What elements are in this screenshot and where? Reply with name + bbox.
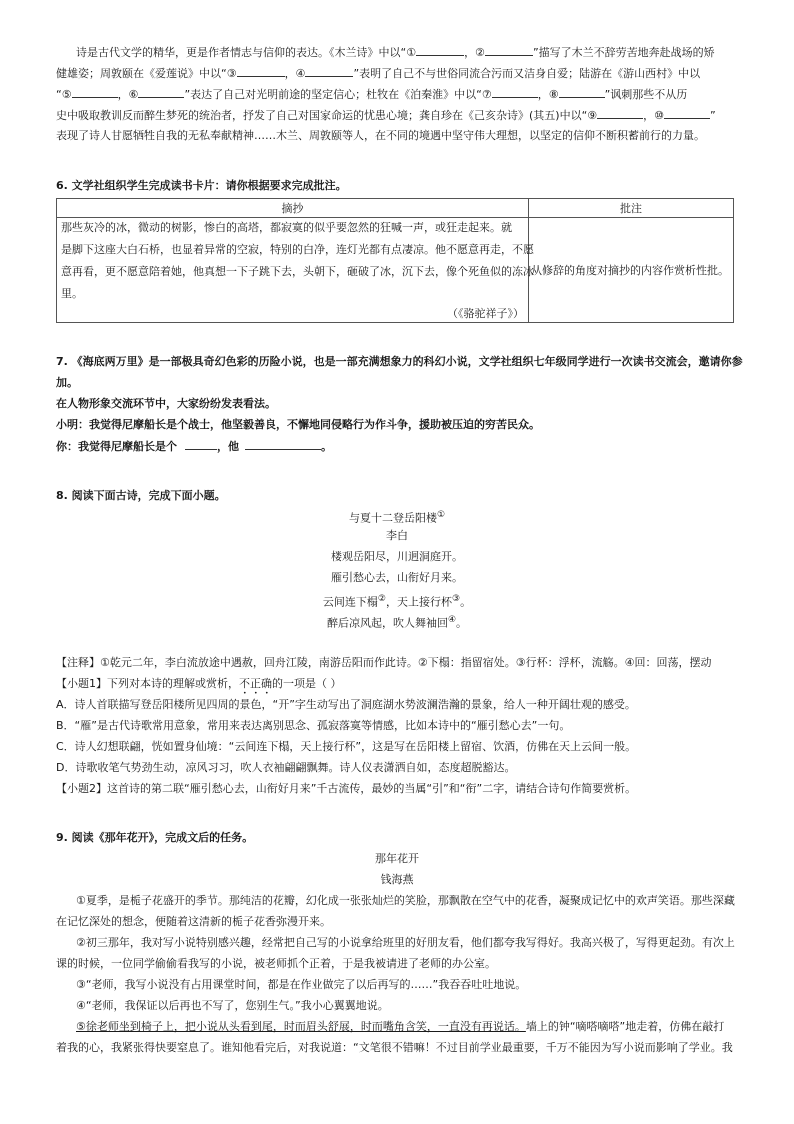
poem-author: 李白 xyxy=(386,529,408,542)
text: ”表达了自己对光明前途的坚定信心；杜牧在《泊秦淮》中以“⑦ xyxy=(184,88,492,101)
footnote-mark: ③ xyxy=(452,594,461,604)
intro-line-1 xyxy=(76,44,715,61)
excerpt-line-2: 是脚下这座大白石桥，也显着异常的空寂，特别的白净，连灯光都有点凄凉。他不愿意再走，不愿 xyxy=(61,243,534,256)
poem-line-4 xyxy=(0,612,794,632)
reading-card-table xyxy=(56,198,734,323)
poem-notes: 【注释】①乾元二年，李白流放途中遇赦，回舟江陵，南游岳阳而作此诗。②下榻：指留宿处。③行杯：浮杯，流觞。④回：回荡，摆动 xyxy=(56,656,712,669)
text: 云间连下榻 xyxy=(322,595,378,609)
answer-blank-reason[interactable] xyxy=(245,438,321,450)
text: 醉后凉风起，吹人舞袖回 xyxy=(326,616,448,630)
text: 你：我觉得尼摩船长是个 xyxy=(56,440,177,453)
text: 史中吸取教训反而醉生梦死的统治者，抒发了自己对国家命运的忧患心境；龚自珍在《己亥杂诗》(其五)中以“⑨ xyxy=(56,109,598,122)
poem-line-3 xyxy=(0,591,794,611)
answer-blank-6[interactable] xyxy=(138,86,184,98)
text: 【小题1】下列对本诗的理解或赏析， xyxy=(56,677,239,690)
question-6-title: 6. 文学社组织学生完成读书卡片：请你根据要求完成批注。 xyxy=(56,179,347,192)
text: ，他 xyxy=(217,440,239,453)
text: ” xyxy=(710,109,716,122)
poem-title xyxy=(0,507,794,527)
text: ，⑧ xyxy=(537,88,559,101)
annotation-prompt: 从修辞的角度对摘抄的内容作赏析性批。 xyxy=(531,264,730,277)
question-7-line-1: 7. 《海底两万里》是一部极具奇幻色彩的历险小说，也是一部充满想象力的科幻小说，文学社组织七年级同学进行一次读书交流会，邀请你参 xyxy=(56,355,743,368)
column-header-annotation: 批注 xyxy=(529,199,734,218)
column-header-excerpt: 摘抄 xyxy=(57,199,529,218)
text: ”讽刺那些不从历 xyxy=(604,88,688,101)
story-paragraph-5-line-1 xyxy=(76,1019,724,1035)
footnote-mark: ④ xyxy=(447,615,457,625)
sub-question-1 xyxy=(56,676,342,697)
answer-blank-3[interactable] xyxy=(237,65,285,77)
poem-line-1: 楼观岳阳尽，川迥洞庭开。 xyxy=(331,550,463,563)
text: ，⑥ xyxy=(117,88,139,101)
poem-line-2: 雁引愁心去，山衔好月来。 xyxy=(331,571,463,584)
question-7-line-2: 加。 xyxy=(56,376,78,389)
text: ”表明了自己不与世俗同流合污而又洁身自爱；陆游在《游山西村》中以 xyxy=(353,67,701,80)
story-paragraph-3: ③“老师，我写小说没有占用课堂时间，都是在作业做完了以后再写的……”我吞吞吐吐地说。 xyxy=(76,978,527,991)
option-b[interactable]: B．“雁”是古代诗歌常用意象，常用来表达离别思念、孤寂落寞等情感，比如本诗中的“雁引愁心去”一句。 xyxy=(56,719,571,732)
text: ，④ xyxy=(284,67,306,80)
text: 。 xyxy=(460,595,472,609)
option-c[interactable]: C．诗人幻想联翩，恍如置身仙境：“云间连下榻，天上接行杯”，这是写在岳阳楼上留宿、饮酒，仿佛在天上云间一般。 xyxy=(56,740,637,753)
story-paragraph-2-line-1: ②初三那年，我对写小说特别感兴趣，经常把自己写的小说拿给班里的好朋友看，他们都夸我写得好。我高兴极了，写得更起劲。有次上 xyxy=(76,936,735,949)
question-7-line-3: 在人物形象交流环节中，大家纷纷发表看法。 xyxy=(56,397,276,410)
answer-blank-8[interactable] xyxy=(559,86,605,98)
text: 。 xyxy=(321,440,332,453)
text: ，② xyxy=(464,46,485,59)
text: 健雄姿；周敦颐在《爱莲说》中以“③ xyxy=(56,67,237,80)
option-d[interactable]: D．诗歌收笔气势劲生动，凉风习习，吹人衣袖翩翩飘舞。诗人仪表潇洒自如，态度超脱豁达。 xyxy=(56,761,516,774)
excerpt-line-4: 里。 xyxy=(61,287,83,300)
intro-line-4 xyxy=(56,107,716,124)
footnote-mark: ② xyxy=(377,594,386,604)
question-9-title: 9. 阅读《那年花开》，完成文后的任务。 xyxy=(56,831,254,844)
story-paragraph-5-line-2: 着我的心，我紧张得快要窒息了。谁知他看完后，对我说道：“文笔很不错嘛！不过目前学业最重要，千万不能因为写小说而影响了学业。我 xyxy=(56,1041,733,1054)
text: 的一项是（ ） xyxy=(272,677,342,690)
story-author: 钱海燕 xyxy=(380,873,414,886)
text: ，⑩ xyxy=(643,109,665,122)
answer-blank-10[interactable] xyxy=(664,107,710,119)
annotation-cell[interactable] xyxy=(529,218,734,323)
answer-blank-4[interactable] xyxy=(305,65,353,77)
underlined-sentence: ⑤徐老师坐到椅子上，把小说从头看到尾，时而眉头舒展，时而嘴角含笑，一直没有再说话。 xyxy=(76,1020,526,1033)
text: 与夏十二登岳阳楼 xyxy=(348,511,437,525)
story-paragraph-1-line-1: ①夏季，是栀子花盛开的季节。那纯洁的花瓣，幻化成一张张灿烂的笑脸，那飘散在空气中的花香，凝聚成记忆中的欢声笑语。那些深藏 xyxy=(76,894,735,907)
excerpt-line-3: 意再看，更不愿意陪着她，他真想一下子跳下去，头朝下，砸破了冰，沉下去，像个死鱼似的冻冰 xyxy=(61,265,534,278)
story-paragraph-2-line-2: 课的时候，一位同学偷偷看我写的小说，被老师抓个正着，于是我被请进了老师的办公室。 xyxy=(56,957,496,970)
intro-line-2 xyxy=(56,65,700,82)
emphasis-text: 不正确 xyxy=(239,677,272,690)
story-paragraph-4: ④“老师，我保证以后再也不写了，您别生气。”我小心翼翼地说。 xyxy=(76,999,389,1012)
text: 。 xyxy=(456,616,468,630)
text: ”描写了木兰不辞劳苦地奔赴战场的矫 xyxy=(532,46,715,59)
intro-line-3 xyxy=(56,86,687,103)
excerpt-source: （《骆驼祥子》） xyxy=(447,307,524,320)
answer-blank-1[interactable] xyxy=(416,44,464,56)
answer-blank-7[interactable] xyxy=(492,86,538,98)
answer-blank-identity[interactable] xyxy=(185,438,217,450)
question-8-title: 8. 阅读下面古诗，完成下面小题。 xyxy=(56,489,226,502)
question-7-line-5 xyxy=(56,438,332,455)
excerpt-cell xyxy=(57,218,534,323)
story-title: 那年花开 xyxy=(375,852,419,865)
question-7-line-4: 小明：我觉得尼摩船长是个战士，他坚毅善良，不懈地同侵略行为作斗争，援助被压迫的穷苦民众。 xyxy=(56,418,540,431)
intro-line-5: 表现了诗人甘愿牺牲自我的无私奉献精神……木兰、周敦颐等人，在不同的境遇中坚守伟大理想，以坚定的信仰不断积蓄前行的力量。 xyxy=(56,129,705,142)
story-paragraph-1-line-2: 在记忆深处的想念，便随着这清新的栀子花香弥漫开来。 xyxy=(56,915,331,928)
sub-question-2: 【小题2】这首诗的第二联“雁引愁心去，山衔好月来”千古流传，最妙的当属“引”和“衔”二字，请结合诗句作简要赏析。 xyxy=(56,782,637,795)
answer-blank-5[interactable] xyxy=(72,86,118,98)
text: 诗是古代文学的精华，更是作者情志与信仰的表达。《木兰诗》中以“① xyxy=(76,46,417,59)
answer-blank-2[interactable] xyxy=(485,44,533,56)
footnote-mark: ① xyxy=(436,510,446,520)
text: ，天上接行杯 xyxy=(386,595,452,609)
text: 墙上的钟“嘀嗒嘀嗒”地走着，仿佛在敲打 xyxy=(525,1020,725,1033)
text: “⑤ xyxy=(56,88,72,101)
excerpt-line-1: 那些灰冷的冰，微动的树影，惨白的高塔，都寂寞的似乎要忽然的狂喊一声，或狂走起来。就 xyxy=(61,221,512,234)
option-a[interactable]: A．诗人首联描写登岳阳楼所见四周的景色，“开”字生动写出了洞庭湖水势波澜浩瀚的景象，给人一种开阔壮观的感受。 xyxy=(56,698,636,711)
answer-blank-9[interactable] xyxy=(597,107,643,119)
